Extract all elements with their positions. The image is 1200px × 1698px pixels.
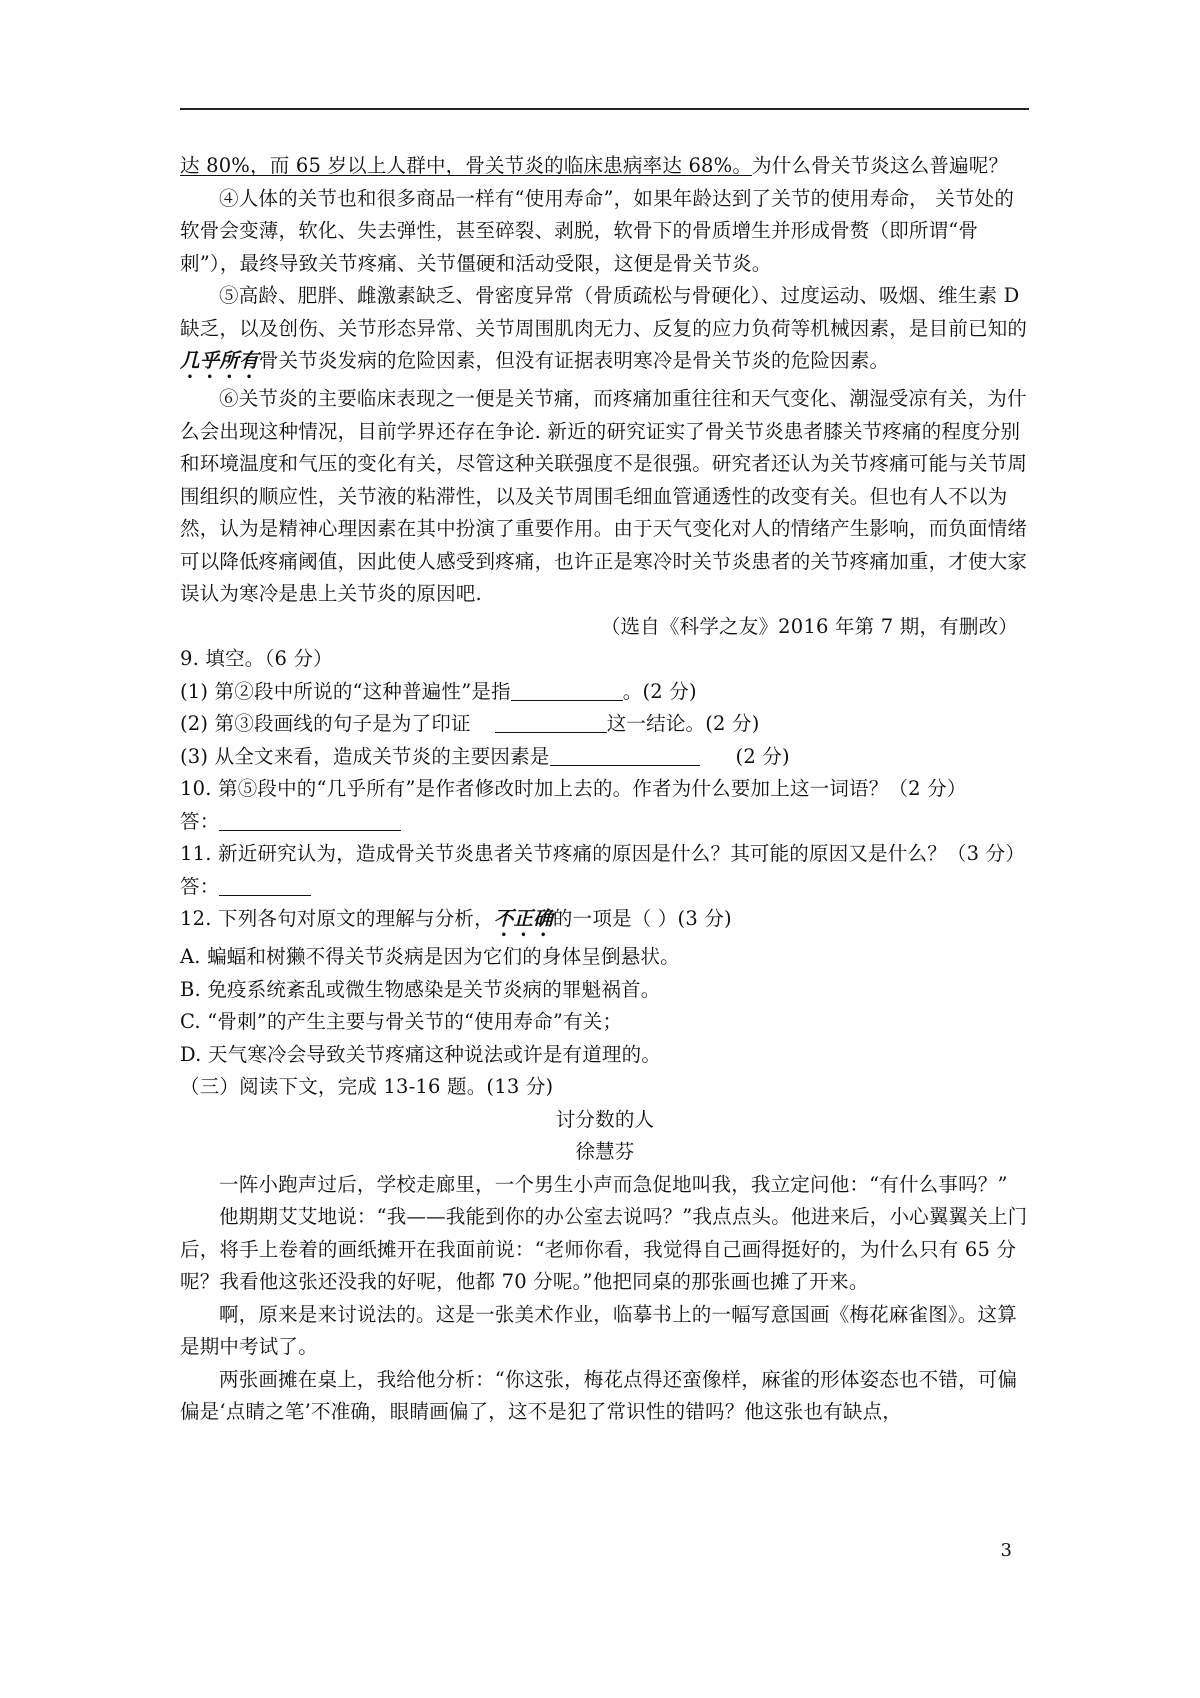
question-10: 10. 第⑤段中的“几乎所有”是作者修改时加上去的。作者为什么要加上这一词语？（2 分）	[180, 777, 967, 800]
story-paragraph-3: 啊，原来是来讨说法的。这是一张美术作业，临摹书上的一幅写意国画《梅花麻雀图》。这算是期中考试了。	[180, 1302, 1017, 1358]
page-number: 3	[1000, 1540, 1012, 1561]
story-author: 徐慧芬	[575, 1140, 635, 1163]
option-c: C. “骨刺”的产生主要与骨关节的“使用寿命”有关；	[180, 1010, 623, 1033]
answer-blank[interactable]	[219, 808, 401, 831]
answer-blank[interactable]	[550, 743, 700, 766]
answer-line-11: 答：	[180, 871, 1030, 904]
answer-line-10: 答：	[180, 806, 1030, 839]
story-paragraph-2: 他期期艾艾地说：“我——我能到你的办公室去说吗？”我点点头。他进来后，小心翼翼关上门后，将手上卷着的画纸摊开在我面前说：“老师你看，我觉得自己画得挺好的，为什么只有 65 分呢？我看他这张还没我的好呢，他都 70 分呢。”他把同桌的那张画也摊了开来。	[180, 1205, 1028, 1293]
story-paragraph-1: 一阵小跑声过后，学校走廊里，一个男生小声而急促地叫我，我立定问他：“有什么事吗？”	[219, 1172, 1008, 1196]
question-12: 12. 下列各句对原文的理解与分析，不正确的一项是（ ）(3 分)	[180, 907, 732, 930]
question-11: 11. 新近研究认为，造成骨关节炎患者关节疼痛的原因是什么？其可能的原因又是什么？（3 分）	[180, 842, 1026, 865]
paragraph-4: ④人体的关节也和很多商品一样有“使用寿命”，如果年龄达到了关节的使用寿命， 关节处的软骨会变薄，软化、失去弹性，甚至碎裂、剥脱，软骨下的骨质增生并形成骨赘（即所谓“骨刺”），最终导致关节疼痛、关节僵硬和活动受限，这便是骨关节炎。	[180, 186, 1015, 275]
section-3-header: （三）阅读下文，完成 13-16 题。(13 分)	[180, 1075, 554, 1098]
answer-blank[interactable]	[511, 678, 623, 701]
page-content	[180, 150, 1030, 1429]
question-9-title: 9. 填空。（6 分）	[180, 647, 333, 670]
underlined-sentence: 达 80%，而 65 岁以上人群中，骨关节炎的临床患病率达 68%。	[180, 154, 753, 177]
story-title: 讨分数的人	[555, 1107, 655, 1131]
answer-blank[interactable]	[219, 873, 311, 896]
emphasized-word: 不正确	[493, 907, 553, 930]
answer-blank[interactable]	[495, 710, 607, 733]
question-9-3: (3) 从全文来看，造成关节炎的主要因素是 (2 分)	[180, 744, 790, 768]
source-note: （选自《科学之友》2016 年第 7 期，有删改）	[600, 614, 1018, 638]
option-d: D. 天气寒冷会导致关节疼痛这种说法或许是有道理的。	[180, 1042, 662, 1066]
paragraph-3-tail: 达 80%，而 65 岁以上人群中，骨关节炎的临床患病率达 68%。为什么骨关节炎这么普遍呢？	[180, 154, 1009, 177]
header-rule	[180, 108, 1029, 110]
paragraph-6: ⑥关节炎的主要临床表现之一便是关节痛，而疼痛加重往往和天气变化、潮湿受凉有关，为什么会出现这种情况，目前学界还存在争论. 新近的研究证实了骨关节炎患者膝关节疼痛的程度分别和环境温度和气压的变化有关，尽管这种关联强度不是很强。研究者还认为关节疼痛可能与关节周围组织的顺应性，关节液的粘滞性，以及关节周围毛细血管通透性的改变有关。但也有人不以为然，认为是精神心理因素在其中扮演了重要作用。由于天气变化对人的情绪产生影响，而负面情绪可以降低疼痛阈值，因此使人感受到疼痛，也许正是寒冷时关节炎患者的关节疼痛加重，才使大家误认为寒冷是患上关节炎的原因吧.	[180, 387, 1028, 605]
option-b: B. 免疫系统紊乱或微生物感染是关节炎病的罪魁祸首。	[180, 977, 661, 1001]
question-9-2: (2) 第③段画线的句子是为了印证 这一结论。(2 分)	[180, 712, 760, 735]
option-a: A. 蝙蝠和树獭不得关节炎病是因为它们的身体呈倒悬状。	[180, 945, 680, 968]
paragraph-5: ⑤高龄、肥胖、雌激素缺乏、骨密度异常（骨质疏松与骨硬化）、过度运动、吸烟、维生素 D 缺乏，以及创伤、关节形态异常、关节周围肌肉无力、反复的应力负荷等机械因素，是目前已知的几乎所有骨关节炎发病的危险因素，但没有证据表明寒冷是骨关节炎的危险因素。	[180, 284, 1028, 372]
question-9-1: (1) 第②段中所说的“这种普遍性”是指 。(2 分)	[180, 679, 697, 703]
story-paragraph-4: 两张画摊在桌上，我给他分析：“你这张，梅花点得还蛮像样，麻雀的形体姿态也不错，可偏偏是‘点睛之笔’不准确，眼睛画偏了，这不是犯了常识性的错吗？他这张也有缺点，	[180, 1367, 1018, 1423]
emphasized-phrase: 几乎所有	[180, 349, 259, 372]
